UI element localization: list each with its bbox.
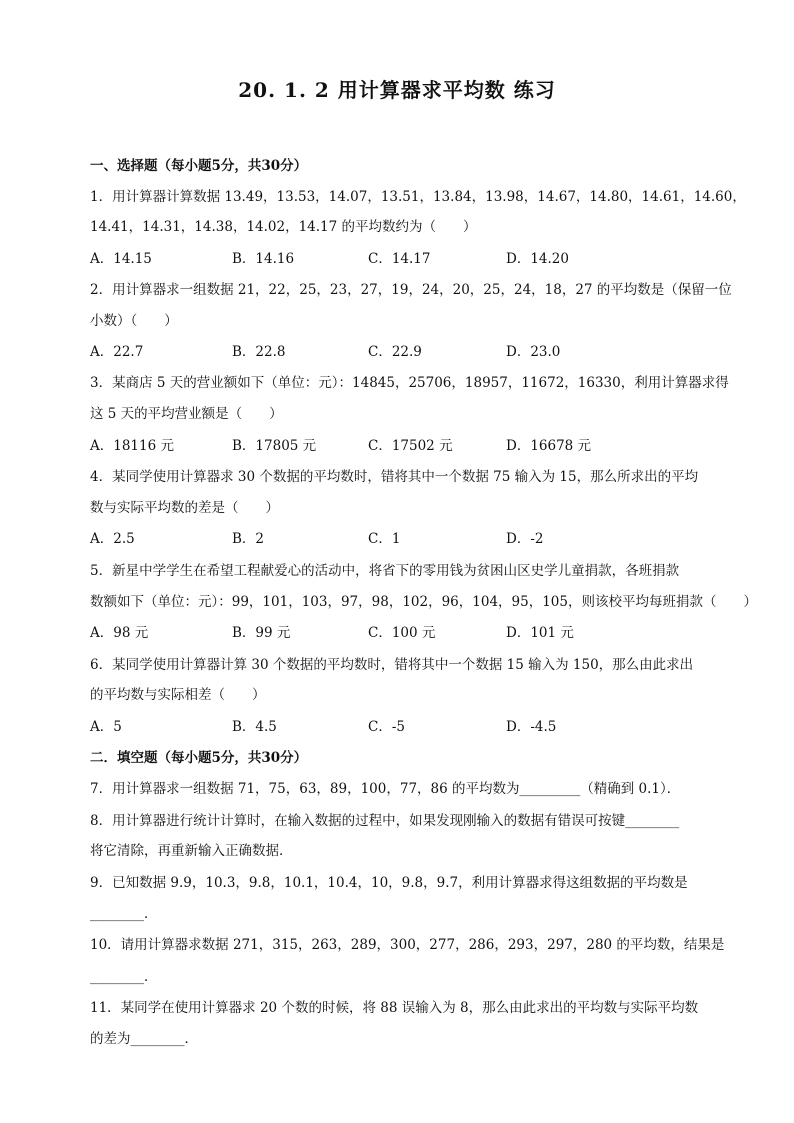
question-3-line-1: 3．某商店 5 天的营业额如下（单位：元）：14845，25706，18957，11672，16330，利用计算器求得 [90, 375, 729, 391]
question-1-option-b: B．14.16 [232, 251, 295, 267]
question-2-option-b: B．22.8 [232, 344, 286, 360]
question-5-option-c: C．100 元 [368, 625, 436, 641]
question-6-line-1: 6．某同学使用计算器计算 30 个数据的平均数时，错将其中一个数据 15 输入为 150，那么由此求出 [90, 657, 694, 673]
question-6-option-c: C．-5 [368, 719, 405, 735]
question-6-option-a: A．5 [90, 719, 122, 735]
question-4-option-b: B．2 [232, 531, 265, 547]
question-2-option-a: A．22.7 [90, 344, 144, 360]
question-4-option-d: D．-2 [506, 531, 544, 547]
question-1-option-a: A．14.15 [90, 251, 152, 267]
question-11-line-2: 的差为________． [90, 1031, 198, 1047]
question-2-option-d: D．23.0 [506, 344, 561, 360]
question-3-line-2: 这 5 天的平均营业额是（ ） [90, 406, 283, 422]
question-3-option-b: B．17805 元 [232, 438, 317, 454]
question-10-line-1: 10．请用计算器求数据 271，315，263，289，300，277，286，293，297，280 的平均数，结果是 [90, 937, 725, 953]
question-3-option-a: A．18116 元 [90, 438, 174, 454]
question-4-option-c: C．1 [368, 531, 401, 547]
question-4-line-2: 数与实际平均数的差是（ ） [90, 500, 279, 516]
question-5-option-d: D．101 元 [506, 625, 574, 641]
question-9-line-1: 9．已知数据 9.9，10.3，9.8，10.1，10.4，10，9.8，9.7，利用计算器求得这组数据的平均数是 [90, 875, 688, 891]
question-6-option-b: B．4.5 [232, 719, 277, 735]
question-3-option-c: C．17502 元 [368, 438, 453, 454]
question-1-option-c: C．14.17 [368, 251, 431, 267]
page-title: 20. 1. 2 用计算器求平均数 练习 [238, 78, 556, 102]
question-1-line-1: 1．用计算器计算数据 13.49，13.53，14.07，13.51，13.84，13.98，14.67，14.80，14.61，14.60， [90, 189, 746, 205]
question-5-option-a: A．98 元 [90, 625, 149, 641]
section-heading-fill: 二．填空题（每小题5分，共30分） [90, 750, 308, 766]
question-5-option-b: B．99 元 [232, 625, 291, 641]
question-1-option-d: D．14.20 [506, 251, 569, 267]
question-8-line-1: 8．用计算器进行统计计算时，在输入数据的过程中，如果发现刚输入的数据有错误可按键________ [90, 813, 680, 829]
question-6-option-d: D．-4.5 [506, 719, 557, 735]
question-7-line-1: 7．用计算器求一组数据 71，75，63，89，100，77，86 的平均数为_________（精确到 0.1）． [90, 781, 681, 797]
section-heading-choice: 一、选择题（每小题5分，共30分） [90, 158, 308, 174]
question-10-line-2: ________． [90, 969, 158, 985]
question-4-line-1: 4．某同学使用计算器求 30 个数据的平均数时，错将其中一个数据 75 输入为 15，那么所求出的平均 [90, 469, 699, 485]
question-8-line-2: 将它清除，再重新输入正确数据． [90, 843, 293, 859]
question-2-option-c: C．22.9 [368, 344, 422, 360]
question-11-line-1: 11．某同学在使用计算器求 20 个数的时候，将 88 误输入为 8，那么由此求出的平均数与实际平均数 [90, 1000, 699, 1016]
question-2-line-2: 小数）（ ） [90, 313, 178, 329]
question-5-line-1: 5．新星中学学生在希望工程献爱心的活动中，将省下的零用钱为贫困山区史学儿童捐款，各班捐款 [90, 563, 680, 579]
question-4-option-a: A．2.5 [90, 531, 135, 547]
question-5-line-2: 数额如下（单位：元）：99，101，103，97，98，102，96，104，95，105，则该校平均每班捐款（ ） [90, 594, 757, 610]
question-3-option-d: D．16678 元 [506, 438, 592, 454]
question-6-line-2: 的平均数与实际相差（ ） [90, 687, 266, 703]
question-2-line-1: 2．用计算器求一组数据 21，22，25，23，27，19，24，20，25，24，18，27 的平均数是（保留一位 [90, 282, 732, 298]
question-9-line-2: ________． [90, 906, 158, 922]
question-1-line-2: 14.41，14.31，14.38，14.02，14.17 的平均数约为（ ） [90, 219, 477, 235]
